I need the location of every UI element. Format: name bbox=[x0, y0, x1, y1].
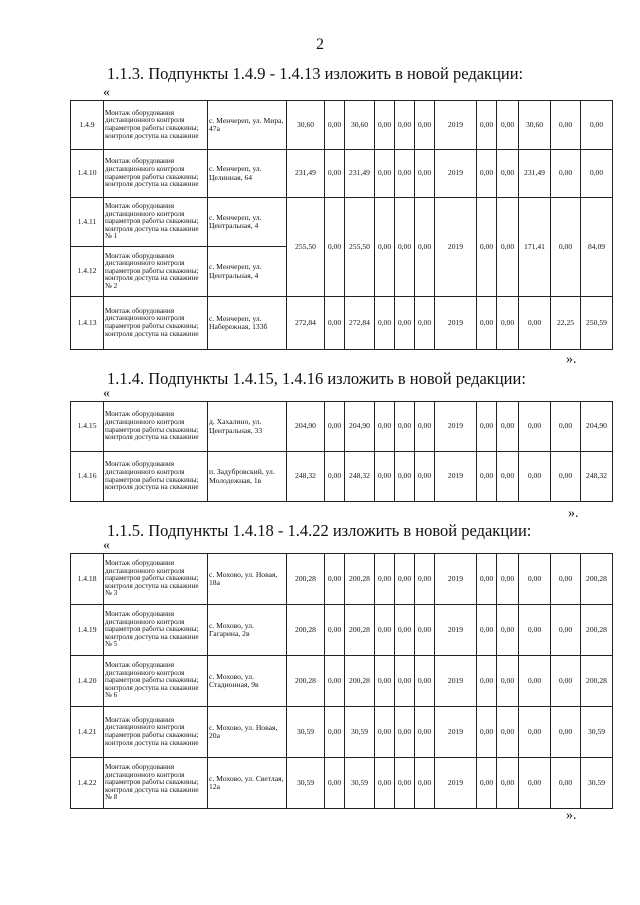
cell-year: 2019 bbox=[435, 402, 477, 452]
cell-value: 0,00 bbox=[551, 554, 581, 605]
cell-value: 248,32 bbox=[345, 452, 375, 502]
cell-value: 30,60 bbox=[519, 101, 551, 150]
address: с. Менчереп, ул. Центральная, 4 bbox=[208, 198, 287, 247]
work-description: Монтаж оборудования дистанционного контроля параметров работы скважины; контроля доступа на скважине bbox=[104, 452, 208, 502]
cell-value: 0,00 bbox=[415, 150, 435, 198]
row-index: 1.4.18 bbox=[71, 554, 104, 605]
table-row bbox=[71, 297, 613, 350]
cell-value: 200,28 bbox=[345, 554, 375, 605]
cell-value: 200,28 bbox=[345, 656, 375, 707]
address: с. Мохово, ул. Светлая, 12а bbox=[208, 758, 287, 809]
cell-value: 0,00 bbox=[477, 605, 497, 656]
cell-value: 0,00 bbox=[415, 297, 435, 350]
cell-value: 0,00 bbox=[415, 758, 435, 809]
cell-value: 0,00 bbox=[477, 101, 497, 150]
cell-value: 30,60 bbox=[287, 101, 325, 150]
table-row bbox=[71, 452, 613, 502]
cell-value: 0,00 bbox=[375, 150, 395, 198]
cell-value: 250,59 bbox=[581, 297, 613, 350]
cell-value: 0,00 bbox=[519, 758, 551, 809]
cell-year: 2019 bbox=[435, 297, 477, 350]
table-row bbox=[71, 605, 613, 656]
cell-value: 0,00 bbox=[325, 758, 345, 809]
section-heading: 1.1.3. Подпункты 1.4.9 - 1.4.13 изложить в новой редакции: bbox=[107, 64, 524, 83]
cell-value: 0,00 bbox=[497, 605, 519, 656]
cell-value: 231,49 bbox=[519, 150, 551, 198]
cell-year: 2019 bbox=[435, 707, 477, 758]
cell-value: 0,00 bbox=[477, 554, 497, 605]
address: с. Мохово, ул. Стадионная, 9в bbox=[208, 656, 287, 707]
cell-year: 2019 bbox=[435, 101, 477, 150]
cell-value: 248,32 bbox=[581, 452, 613, 502]
cell-value: 0,00 bbox=[519, 554, 551, 605]
work-description: Монтаж оборудования дистанционного контроля параметров работы скважины; контроля доступа на скважине № 6 bbox=[104, 656, 208, 707]
address: с. Мохово, ул. Новая, 18а bbox=[208, 554, 287, 605]
row-index: 1.4.22 bbox=[71, 758, 104, 809]
table-row bbox=[71, 758, 613, 809]
cell-value: 0,00 bbox=[325, 297, 345, 350]
work-description: Монтаж оборудования дистанционного контроля параметров работы скважины; контроля доступа на скважине № 8 bbox=[104, 758, 208, 809]
page-number: 2 bbox=[316, 36, 324, 53]
close-quote: ». bbox=[568, 506, 579, 521]
cell-value: 0,00 bbox=[395, 402, 415, 452]
cell-value: 30,59 bbox=[581, 707, 613, 758]
cell-value: 0,00 bbox=[325, 101, 345, 150]
work-description: Монтаж оборудования дистанционного контроля параметров работы скважины; контроля доступа на скважине № 3 bbox=[104, 554, 208, 605]
table-row bbox=[71, 554, 613, 605]
cell-value: 0,00 bbox=[551, 707, 581, 758]
cell-value: 0,00 bbox=[477, 656, 497, 707]
cell-value: 0,00 bbox=[497, 150, 519, 198]
table-row bbox=[71, 150, 613, 198]
cell-value: 0,00 bbox=[325, 150, 345, 198]
cell-value: 0,00 bbox=[395, 707, 415, 758]
cell-value: 0,00 bbox=[477, 758, 497, 809]
cell-value: 0,00 bbox=[581, 150, 613, 198]
row-index: 1.4.21 bbox=[71, 707, 104, 758]
cell-year: 2019 bbox=[435, 656, 477, 707]
cell-value: 0,00 bbox=[325, 707, 345, 758]
row-index: 1.4.12 bbox=[71, 247, 104, 297]
cell-value: 0,00 bbox=[551, 101, 581, 150]
cell-value: 200,28 bbox=[581, 605, 613, 656]
cell-value: 200,28 bbox=[345, 605, 375, 656]
cell-value: 0,00 bbox=[551, 605, 581, 656]
cell-value: 0,00 bbox=[497, 758, 519, 809]
cell-value: 0,00 bbox=[519, 402, 551, 452]
cell-value: 0,00 bbox=[375, 402, 395, 452]
section-heading: 1.1.4. Подпункты 1.4.15, 1.4.16 изложить в новой редакции: bbox=[107, 369, 526, 388]
cell-value: 0,00 bbox=[519, 656, 551, 707]
close-quote: ». bbox=[566, 808, 577, 823]
data-table bbox=[70, 553, 613, 809]
work-description: Монтаж оборудования дистанционного контроля параметров работы скважины; контроля доступа на скважине bbox=[104, 707, 208, 758]
cell-value: 0,00 bbox=[477, 150, 497, 198]
cell-value: 200,28 bbox=[287, 656, 325, 707]
cell-value: 255,50 bbox=[345, 198, 375, 297]
cell-value: 0,00 bbox=[325, 554, 345, 605]
work-description: Монтаж оборудования дистанционного контроля параметров работы скважины; контроля доступа на скважине № 2 bbox=[104, 247, 208, 297]
cell-value: 0,00 bbox=[395, 297, 415, 350]
cell-value: 0,00 bbox=[551, 758, 581, 809]
cell-value: 0,00 bbox=[395, 101, 415, 150]
cell-value: 0,00 bbox=[581, 101, 613, 150]
address: с. Менчереп, ул. Набережная, 133б bbox=[208, 297, 287, 350]
cell-value: 0,00 bbox=[325, 452, 345, 502]
cell-value: 30,59 bbox=[287, 707, 325, 758]
cell-value: 22,25 bbox=[551, 297, 581, 350]
address: с. Менчереп, ул. Центральная, 4 bbox=[208, 247, 287, 297]
row-index: 1.4.15 bbox=[71, 402, 104, 452]
cell-value: 0,00 bbox=[375, 452, 395, 502]
open-quote: « bbox=[103, 538, 110, 553]
cell-year: 2019 bbox=[435, 150, 477, 198]
cell-value: 0,00 bbox=[325, 198, 345, 297]
work-description: Монтаж оборудования дистанционного контроля параметров работы скважины; контроля доступа на скважине bbox=[104, 297, 208, 350]
cell-value: 0,00 bbox=[395, 452, 415, 502]
row-index: 1.4.11 bbox=[71, 198, 104, 247]
cell-value: 200,28 bbox=[287, 605, 325, 656]
section-heading: 1.1.5. Подпункты 1.4.18 - 1.4.22 изложить в новой редакции: bbox=[107, 521, 532, 540]
cell-value: 0,00 bbox=[497, 101, 519, 150]
cell-value: 0,00 bbox=[497, 554, 519, 605]
data-table bbox=[70, 401, 613, 502]
cell-value: 0,00 bbox=[519, 297, 551, 350]
cell-value: 0,00 bbox=[395, 656, 415, 707]
cell-value: 0,00 bbox=[375, 605, 395, 656]
cell-value: 0,00 bbox=[415, 656, 435, 707]
cell-value: 0,00 bbox=[375, 297, 395, 350]
cell-value: 30,59 bbox=[287, 758, 325, 809]
cell-value: 204,90 bbox=[345, 402, 375, 452]
cell-value: 0,00 bbox=[497, 656, 519, 707]
cell-value: 0,00 bbox=[415, 101, 435, 150]
cell-value: 0,00 bbox=[415, 554, 435, 605]
cell-value: 0,00 bbox=[497, 198, 519, 297]
address: с. Мохово, ул. Новая, 20а bbox=[208, 707, 287, 758]
address: с. Мохово, ул. Гагарина, 2в bbox=[208, 605, 287, 656]
cell-value: 0,00 bbox=[375, 758, 395, 809]
table-row bbox=[71, 101, 613, 150]
row-index: 1.4.19 bbox=[71, 605, 104, 656]
cell-value: 0,00 bbox=[325, 402, 345, 452]
data-table bbox=[70, 100, 613, 350]
cell-value: 30,59 bbox=[581, 758, 613, 809]
cell-value: 0,00 bbox=[325, 656, 345, 707]
cell-value: 30,59 bbox=[345, 758, 375, 809]
cell-year: 2019 bbox=[435, 605, 477, 656]
close-quote: ». bbox=[566, 352, 577, 367]
cell-value: 171,41 bbox=[519, 198, 551, 297]
cell-value: 0,00 bbox=[415, 605, 435, 656]
work-description: Монтаж оборудования дистанционного контроля параметров работы скважины; контроля доступа на скважине bbox=[104, 101, 208, 150]
cell-value: 0,00 bbox=[415, 452, 435, 502]
cell-value: 0,00 bbox=[395, 554, 415, 605]
cell-value: 200,28 bbox=[581, 656, 613, 707]
cell-value: 30,60 bbox=[345, 101, 375, 150]
cell-value: 231,49 bbox=[287, 150, 325, 198]
open-quote: « bbox=[103, 85, 110, 100]
cell-value: 0,00 bbox=[477, 402, 497, 452]
cell-value: 0,00 bbox=[375, 707, 395, 758]
row-index: 1.4.10 bbox=[71, 150, 104, 198]
cell-value: 200,28 bbox=[287, 554, 325, 605]
cell-value: 30,59 bbox=[345, 707, 375, 758]
cell-value: 0,00 bbox=[375, 101, 395, 150]
cell-value: 204,90 bbox=[581, 402, 613, 452]
cell-value: 0,00 bbox=[519, 452, 551, 502]
cell-value: 231,49 bbox=[345, 150, 375, 198]
cell-value: 0,00 bbox=[395, 150, 415, 198]
cell-value: 0,00 bbox=[551, 198, 581, 297]
cell-value: 0,00 bbox=[375, 554, 395, 605]
address: с. Менчереп, ул. Мира, 47а bbox=[208, 101, 287, 150]
table-row bbox=[71, 198, 613, 247]
work-description: Монтаж оборудования дистанционного контроля параметров работы скважины; контроля доступа на скважине bbox=[104, 402, 208, 452]
cell-value: 0,00 bbox=[395, 605, 415, 656]
address: п. Задубровский, ул. Молодежная, 1в bbox=[208, 452, 287, 502]
cell-value: 0,00 bbox=[497, 707, 519, 758]
cell-value: 272,84 bbox=[345, 297, 375, 350]
cell-value: 0,00 bbox=[477, 198, 497, 297]
cell-year: 2019 bbox=[435, 758, 477, 809]
cell-year: 2019 bbox=[435, 198, 477, 297]
cell-value: 0,00 bbox=[415, 402, 435, 452]
cell-value: 0,00 bbox=[497, 452, 519, 502]
cell-value: 0,00 bbox=[395, 198, 415, 297]
row-index: 1.4.13 bbox=[71, 297, 104, 350]
cell-value: 272,84 bbox=[287, 297, 325, 350]
row-index: 1.4.20 bbox=[71, 656, 104, 707]
cell-value: 0,00 bbox=[497, 402, 519, 452]
cell-value: 0,00 bbox=[519, 707, 551, 758]
cell-year: 2019 bbox=[435, 554, 477, 605]
cell-value: 204,90 bbox=[287, 402, 325, 452]
cell-value: 0,00 bbox=[375, 198, 395, 297]
cell-value: 0,00 bbox=[551, 402, 581, 452]
cell-value: 0,00 bbox=[477, 452, 497, 502]
work-description: Монтаж оборудования дистанционного контроля параметров работы скважины; контроля доступа на скважине № 5 bbox=[104, 605, 208, 656]
cell-year: 2019 bbox=[435, 452, 477, 502]
row-index: 1.4.9 bbox=[71, 101, 104, 150]
cell-value: 0,00 bbox=[477, 707, 497, 758]
table-row bbox=[71, 707, 613, 758]
cell-value: 0,00 bbox=[325, 605, 345, 656]
cell-value: 200,28 bbox=[581, 554, 613, 605]
cell-value: 0,00 bbox=[497, 297, 519, 350]
cell-value: 0,00 bbox=[551, 150, 581, 198]
cell-value: 0,00 bbox=[551, 656, 581, 707]
row-index: 1.4.16 bbox=[71, 452, 104, 502]
cell-value: 0,00 bbox=[551, 452, 581, 502]
cell-value: 0,00 bbox=[395, 758, 415, 809]
table-row bbox=[71, 402, 613, 452]
work-description: Монтаж оборудования дистанционного контроля параметров работы скважины; контроля доступа на скважине bbox=[104, 150, 208, 198]
cell-value: 248,32 bbox=[287, 452, 325, 502]
address: с. Менчереп, ул. Целинная, 64 bbox=[208, 150, 287, 198]
cell-value: 0,00 bbox=[415, 198, 435, 297]
work-description: Монтаж оборудования дистанционного контроля параметров работы скважины; контроля доступа на скважине № 1 bbox=[104, 198, 208, 247]
cell-value: 0,00 bbox=[415, 707, 435, 758]
cell-value: 0,00 bbox=[519, 605, 551, 656]
table-row bbox=[71, 656, 613, 707]
cell-value: 255,50 bbox=[287, 198, 325, 297]
cell-value: 0,00 bbox=[375, 656, 395, 707]
open-quote: « bbox=[103, 386, 110, 401]
address: д. Хахалино, ул. Центральная, 33 bbox=[208, 402, 287, 452]
cell-value: 84,09 bbox=[581, 198, 613, 297]
cell-value: 0,00 bbox=[477, 297, 497, 350]
